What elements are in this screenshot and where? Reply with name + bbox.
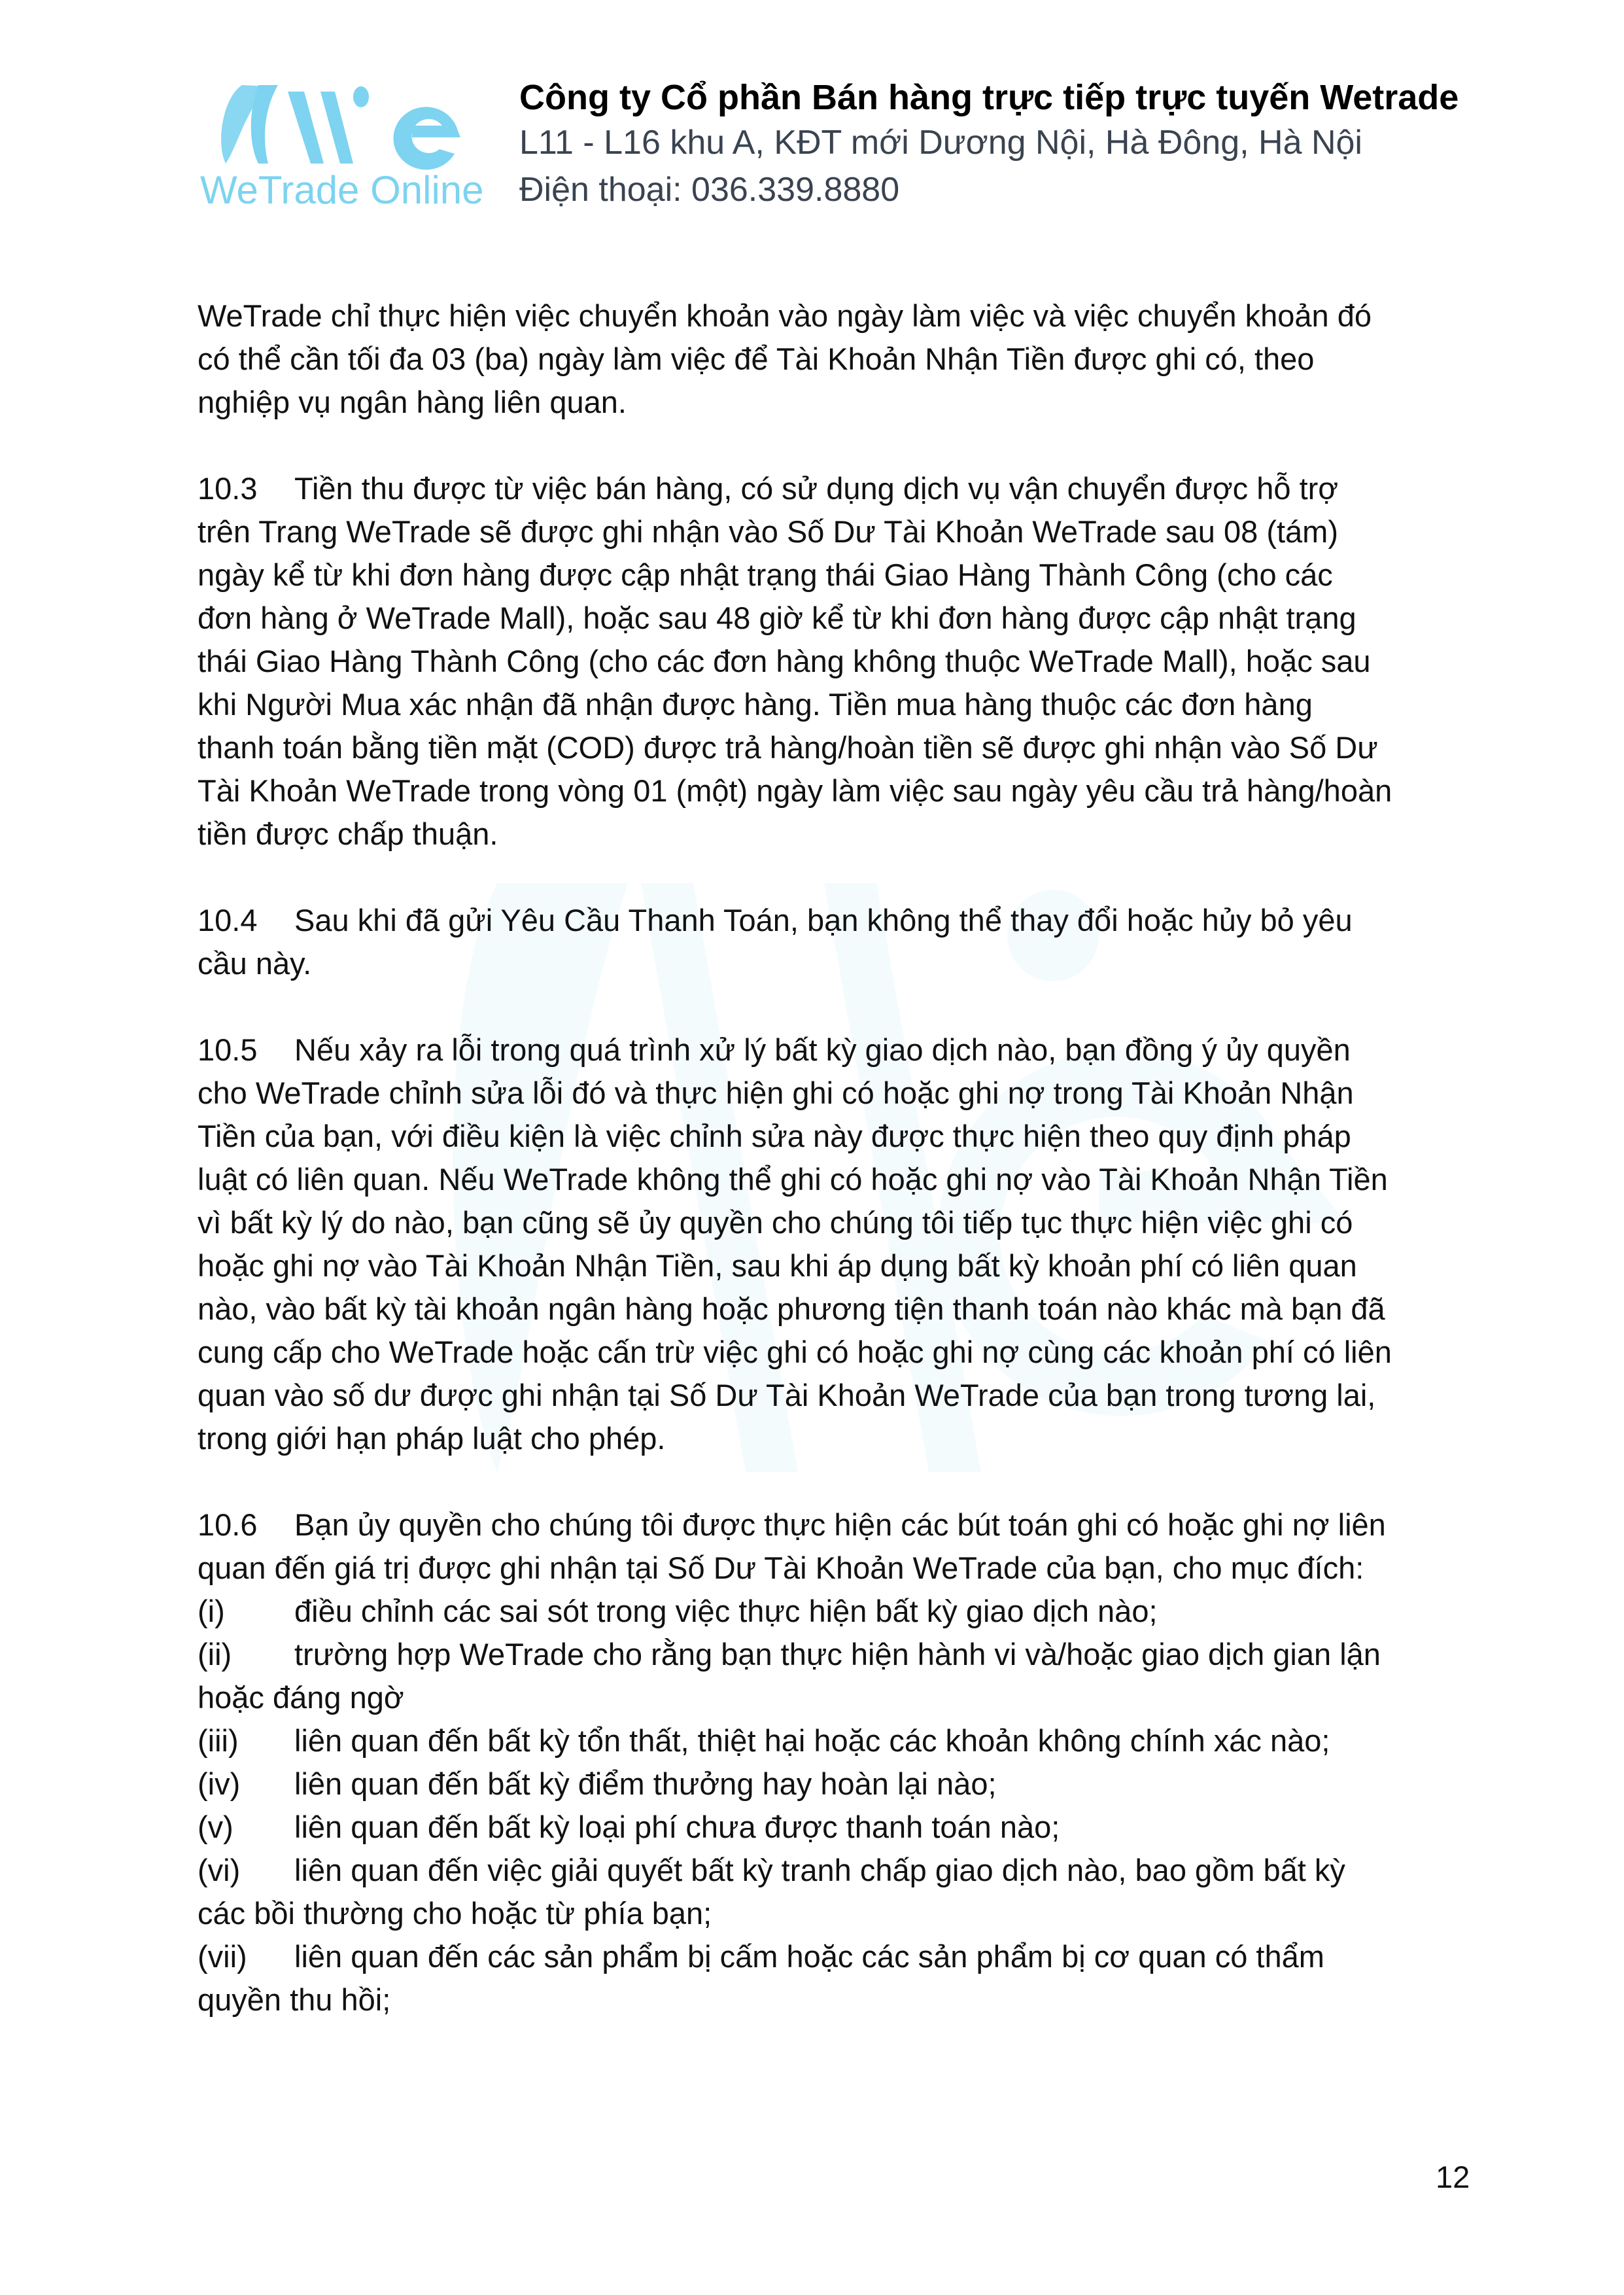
line-text: hoặc đáng ngờ <box>198 1680 404 1715</box>
text-line <box>198 899 1479 942</box>
line-text: Tiền thu được từ việc bán hàng, có sử dụng dịch vụ vận chuyển được hỗ trợ <box>294 471 1339 506</box>
line-text: thái Giao Hàng Thành Công (cho các đơn hàng không thuộc WeTrade Mall), hoặc sau <box>198 644 1371 678</box>
company-address: L11 - L16 khu A, KĐT mới Dương Nội, Hà Đông, Hà Nội <box>519 124 1362 162</box>
clause-number: (iv) <box>198 1766 241 1801</box>
clause-number: 10.3 <box>198 471 258 506</box>
line-text: cung cấp cho WeTrade hoặc cấn trừ việc ghi có hoặc ghi nợ cùng các khoản phí có liên <box>198 1335 1392 1369</box>
text-line <box>198 769 1479 813</box>
paragraph-gap <box>198 1460 1479 1503</box>
line-text: liên quan đến bất kỳ tổn thất, thiệt hại hoặc các khoản không chính xác nào; <box>294 1723 1330 1758</box>
text-line <box>198 553 1479 597</box>
text-line <box>198 1590 1479 1633</box>
line-text: thanh toán bằng tiền mặt (COD) được trả hàng/hoàn tiền sẽ được ghi nhận vào Số Dư <box>198 730 1378 765</box>
text-line <box>198 1503 1479 1547</box>
clause-number: (vii) <box>198 1939 247 1974</box>
text-line <box>198 1374 1479 1417</box>
line-text: điều chỉnh các sai sót trong việc thực hiện bất kỳ giao dịch nào; <box>294 1594 1158 1628</box>
text-line <box>198 294 1479 338</box>
clause-number: 10.6 <box>198 1507 258 1542</box>
text-line <box>198 1935 1479 1978</box>
line-text: Bạn ủy quyền cho chúng tôi được thực hiện các bút toán ghi có hoặc ghi nợ liên <box>294 1507 1386 1542</box>
text-line <box>198 1719 1479 1762</box>
text-line <box>198 1892 1479 1935</box>
line-text: cầu này. <box>198 946 312 981</box>
text-line <box>198 1158 1479 1201</box>
paragraph <box>198 467 1479 856</box>
line-text: Nếu xảy ra lỗi trong quá trình xử lý bất kỳ giao dịch nào, bạn đồng ý ủy quyền <box>294 1032 1351 1067</box>
company-name: Công ty Cổ phần Bán hàng trực tiếp trực tuyến Wetrade <box>519 78 1459 117</box>
clause-number: (ii) <box>198 1637 232 1672</box>
line-text: ngày kể từ khi đơn hàng được cập nhật trạng thái Giao Hàng Thành Công (cho các <box>198 557 1333 592</box>
text-line <box>198 510 1479 553</box>
line-text: liên quan đến các sản phẩm bị cấm hoặc các sản phẩm bị cơ quan có thẩm <box>294 1939 1324 1974</box>
line-text: Tiền của bạn, với điều kiện là việc chỉnh sửa này được thực hiện theo quy định pháp <box>198 1119 1351 1153</box>
clause-number: 10.4 <box>198 903 258 937</box>
line-text: có thể cần tối đa 03 (ba) ngày làm việc để Tài Khoản Nhận Tiền được ghi có, theo <box>198 342 1315 376</box>
line-text: trong giới hạn pháp luật cho phép. <box>198 1421 666 1456</box>
clause-number: (v) <box>198 1810 233 1844</box>
text-line <box>198 1115 1479 1158</box>
clause-number: (iii) <box>198 1723 239 1758</box>
text-line <box>198 640 1479 683</box>
clause-number: (vi) <box>198 1853 241 1887</box>
paragraph <box>198 1028 1479 1460</box>
text-line <box>198 1547 1479 1590</box>
text-line <box>198 1849 1479 1892</box>
line-text: nghiệp vụ ngân hàng liên quan. <box>198 385 627 419</box>
text-line <box>198 1244 1479 1288</box>
paragraph-gap <box>198 424 1479 467</box>
line-text: quyền thu hồi; <box>198 1982 391 2017</box>
text-line <box>198 1978 1479 2022</box>
line-text: quan vào số dư được ghi nhận tại Số Dư Tài Khoản WeTrade của bạn trong tương lai, <box>198 1378 1376 1412</box>
text-line <box>198 1331 1479 1374</box>
line-text: trường hợp WeTrade cho rằng bạn thực hiện hành vi và/hoặc giao dịch gian lận <box>294 1637 1381 1672</box>
text-line <box>198 338 1479 381</box>
line-text: các bồi thường cho hoặc từ phía bạn; <box>198 1896 712 1931</box>
line-text: vì bất kỳ lý do nào, bạn cũng sẽ ủy quyền cho chúng tôi tiếp tục thực hiện việc ghi có <box>198 1205 1353 1240</box>
text-line <box>198 597 1479 640</box>
text-line <box>198 381 1479 424</box>
clause-number: 10.5 <box>198 1032 258 1067</box>
line-text: cho WeTrade chỉnh sửa lỗi đó và thực hiện ghi có hoặc ghi nợ trong Tài Khoản Nhận <box>198 1076 1354 1110</box>
text-line <box>198 1806 1479 1849</box>
line-text: Sau khi đã gửi Yêu Cầu Thanh Toán, bạn không thể thay đổi hoặc hủy bỏ yêu <box>294 903 1353 937</box>
text-line <box>198 1028 1479 1072</box>
text-line <box>198 1417 1479 1460</box>
text-line <box>198 683 1479 726</box>
line-text: quan đến giá trị được ghi nhận tại Số Dư Tài Khoản WeTrade của bạn, cho mục đích: <box>198 1550 1364 1585</box>
line-text: liên quan đến bất kỳ điểm thưởng hay hoàn lại nào; <box>294 1766 997 1801</box>
logo-text: WeTrade Online <box>200 168 484 212</box>
text-line <box>198 1072 1479 1115</box>
document-body <box>198 294 1479 2022</box>
line-text: khi Người Mua xác nhận đã nhận được hàng. Tiền mua hàng thuộc các đơn hàng <box>198 687 1313 722</box>
text-line <box>198 1633 1479 1676</box>
text-line <box>198 1762 1479 1806</box>
text-line <box>198 1201 1479 1244</box>
text-line <box>198 813 1479 856</box>
line-text: trên Trang WeTrade sẽ được ghi nhận vào Số Dư Tài Khoản WeTrade sau 08 (tám) <box>198 514 1338 549</box>
text-line <box>198 942 1479 985</box>
line-text: tiền được chấp thuận. <box>198 816 498 851</box>
line-text: Tài Khoản WeTrade trong vòng 01 (một) ngày làm việc sau ngày yêu cầu trả hàng/hoàn <box>198 773 1392 808</box>
paragraph-gap <box>198 856 1479 899</box>
paragraph-gap <box>198 985 1479 1028</box>
text-line <box>198 1676 1479 1719</box>
text-line <box>198 1288 1479 1331</box>
line-text: nào, vào bất kỳ tài khoản ngân hàng hoặc phương tiện thanh toán nào khác mà bạn đã <box>198 1291 1385 1326</box>
paragraph <box>198 1503 1479 2022</box>
paragraph <box>198 294 1479 424</box>
line-text: liên quan đến việc giải quyết bất kỳ tranh chấp giao dịch nào, bao gồm bất kỳ <box>294 1853 1345 1887</box>
text-line <box>198 467 1479 510</box>
page-number: 12 <box>1436 2160 1470 2194</box>
line-text: hoặc ghi nợ vào Tài Khoản Nhận Tiền, sau khi áp dụng bất kỳ khoản phí có liên quan <box>198 1248 1357 1283</box>
paragraph <box>198 899 1479 985</box>
line-text: luật có liên quan. Nếu WeTrade không thể ghi có hoặc ghi nợ vào Tài Khoản Nhận Tiền <box>198 1162 1388 1197</box>
line-text: liên quan đến bất kỳ loại phí chưa được thanh toán nào; <box>294 1810 1060 1844</box>
clause-number: (i) <box>198 1594 225 1628</box>
line-text: WeTrade chỉ thực hiện việc chuyển khoản vào ngày làm việc và việc chuyển khoản đó <box>198 298 1372 333</box>
company-phone: Điện thoại: 036.339.8880 <box>519 171 900 209</box>
text-line <box>198 726 1479 769</box>
line-text: đơn hàng ở WeTrade Mall), hoặc sau 48 giờ kể từ khi đơn hàng được cập nhật trạng <box>198 601 1356 635</box>
